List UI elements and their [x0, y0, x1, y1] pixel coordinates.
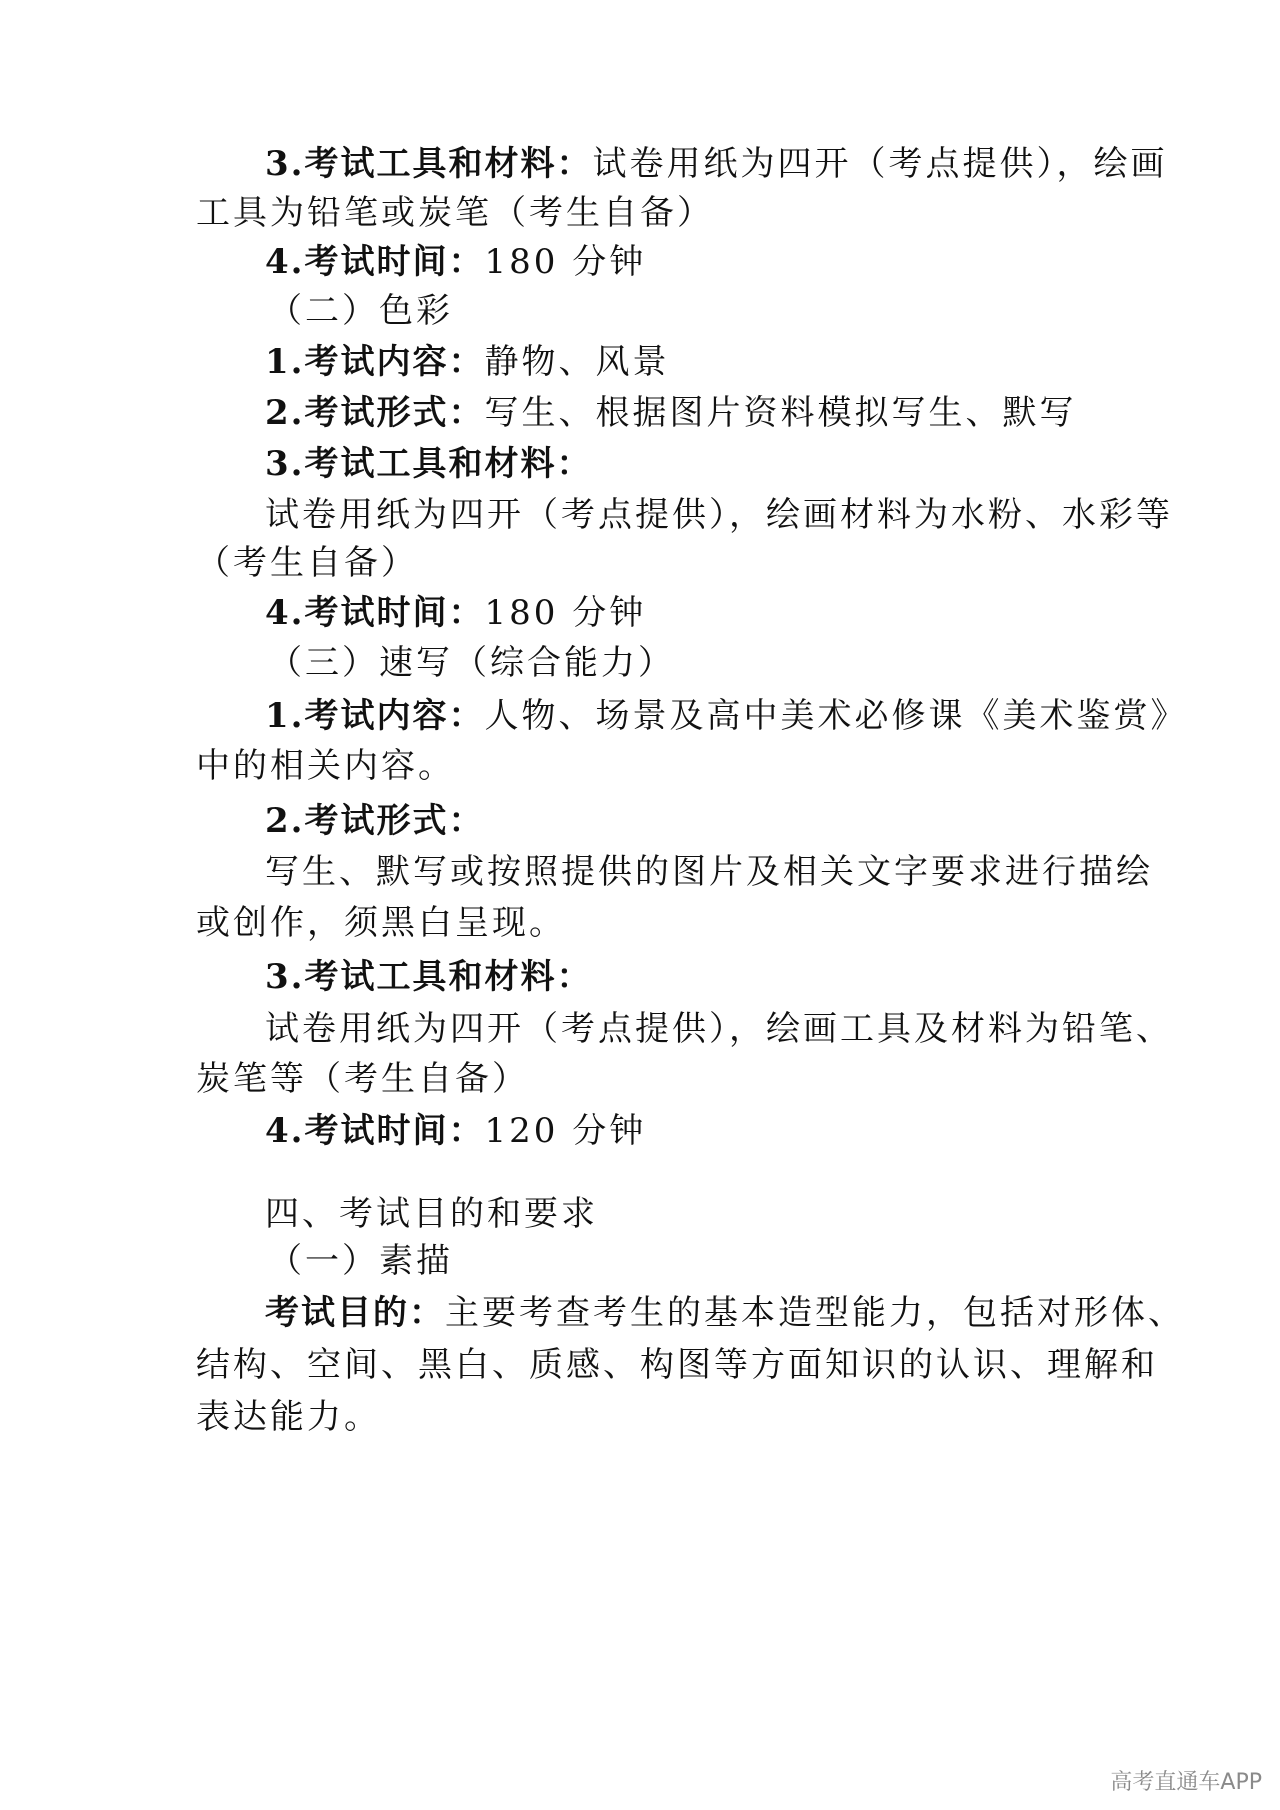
heading-text: 四、考试目的和要求 [265, 1194, 598, 1234]
item-label: 3.考试工具和材料： [265, 444, 593, 484]
item-label: 1.考试内容： [265, 696, 485, 736]
item-text: 试卷用纸为四开（考点提供），绘画材料为水粉、水彩等 [265, 495, 1173, 535]
paragraph-line [265, 494, 1173, 536]
section-2-content-line [265, 341, 670, 383]
heading-text: （二）色彩 [268, 291, 453, 331]
paragraph-line [196, 902, 566, 944]
item-text: 工具为铅笔或炭笔（考生自备） [196, 193, 714, 233]
item-text: 结构、空间、黑白、质感、构图等方面知识的认识、理解和 [196, 1345, 1158, 1385]
item-text: 表达能力。 [196, 1397, 381, 1437]
section-1-time-line [265, 241, 646, 283]
section-heading-objectives [265, 1193, 598, 1235]
item-text: 中的相关内容。 [196, 746, 455, 786]
item-text: （考生自备） [196, 543, 418, 583]
item-text: 试卷用纸为四开（考点提供），绘画 [592, 144, 1168, 184]
subsection-heading-sketch [268, 642, 675, 684]
item-label: 考试目的： [265, 1293, 445, 1333]
subsection-heading-drawing [268, 1240, 453, 1282]
section-3-tools-line [265, 956, 593, 998]
item-label: 4.考试时间： [265, 242, 485, 282]
section-3-time-line [265, 1110, 646, 1152]
item-text: 人物、场景及高中美术必修课《美术鉴赏》 [484, 696, 1188, 736]
paragraph-line [196, 542, 418, 584]
item-label: 3.考试工具和材料： [265, 144, 593, 184]
subsection-heading-color [268, 290, 453, 332]
item-text: 写生、根据图片资料模拟写生、默写 [484, 393, 1077, 433]
section-2-tools-line [265, 443, 593, 485]
item-text: 炭笔等（考生自备） [196, 1059, 529, 1099]
paragraph-line [265, 851, 1153, 893]
item-text: 写生、默写或按照提供的图片及相关文字要求进行描绘 [265, 852, 1153, 892]
heading-text: （一）素描 [268, 1241, 453, 1281]
item-label: 3.考试工具和材料： [265, 957, 593, 997]
paragraph-line [196, 745, 455, 787]
item-text: 120 分钟 [484, 1111, 647, 1151]
section-3-content-line [265, 695, 1188, 737]
watermark-text: 高考直通车APP [1110, 1770, 1262, 1795]
item-label: 4.考试时间： [265, 593, 485, 633]
section-1-tools-line [265, 143, 1168, 185]
item-label: 2.考试形式： [265, 801, 485, 841]
section-2-time-line [265, 592, 646, 634]
item-text: 180 分钟 [484, 593, 647, 633]
item-label: 1.考试内容： [265, 342, 485, 382]
item-text: 主要考查考生的基本造型能力，包括对形体、 [445, 1293, 1185, 1333]
paragraph-line [265, 1008, 1173, 1050]
item-label: 4.考试时间： [265, 1111, 485, 1151]
item-text: 静物、风景 [484, 342, 670, 382]
objective-line [265, 1292, 1185, 1334]
item-text: 试卷用纸为四开（考点提供），绘画工具及材料为铅笔、 [265, 1009, 1173, 1049]
section-2-form-line [265, 392, 1077, 434]
item-label: 2.考试形式： [265, 393, 485, 433]
paragraph-line [196, 192, 714, 234]
paragraph-line [196, 1344, 1158, 1386]
paragraph-line [196, 1396, 381, 1438]
section-3-form-line [265, 800, 485, 842]
item-text: 180 分钟 [484, 242, 647, 282]
paragraph-line [196, 1058, 529, 1100]
item-text: 或创作，须黑白呈现。 [196, 903, 566, 943]
heading-text: （三）速写（综合能力） [268, 643, 675, 683]
